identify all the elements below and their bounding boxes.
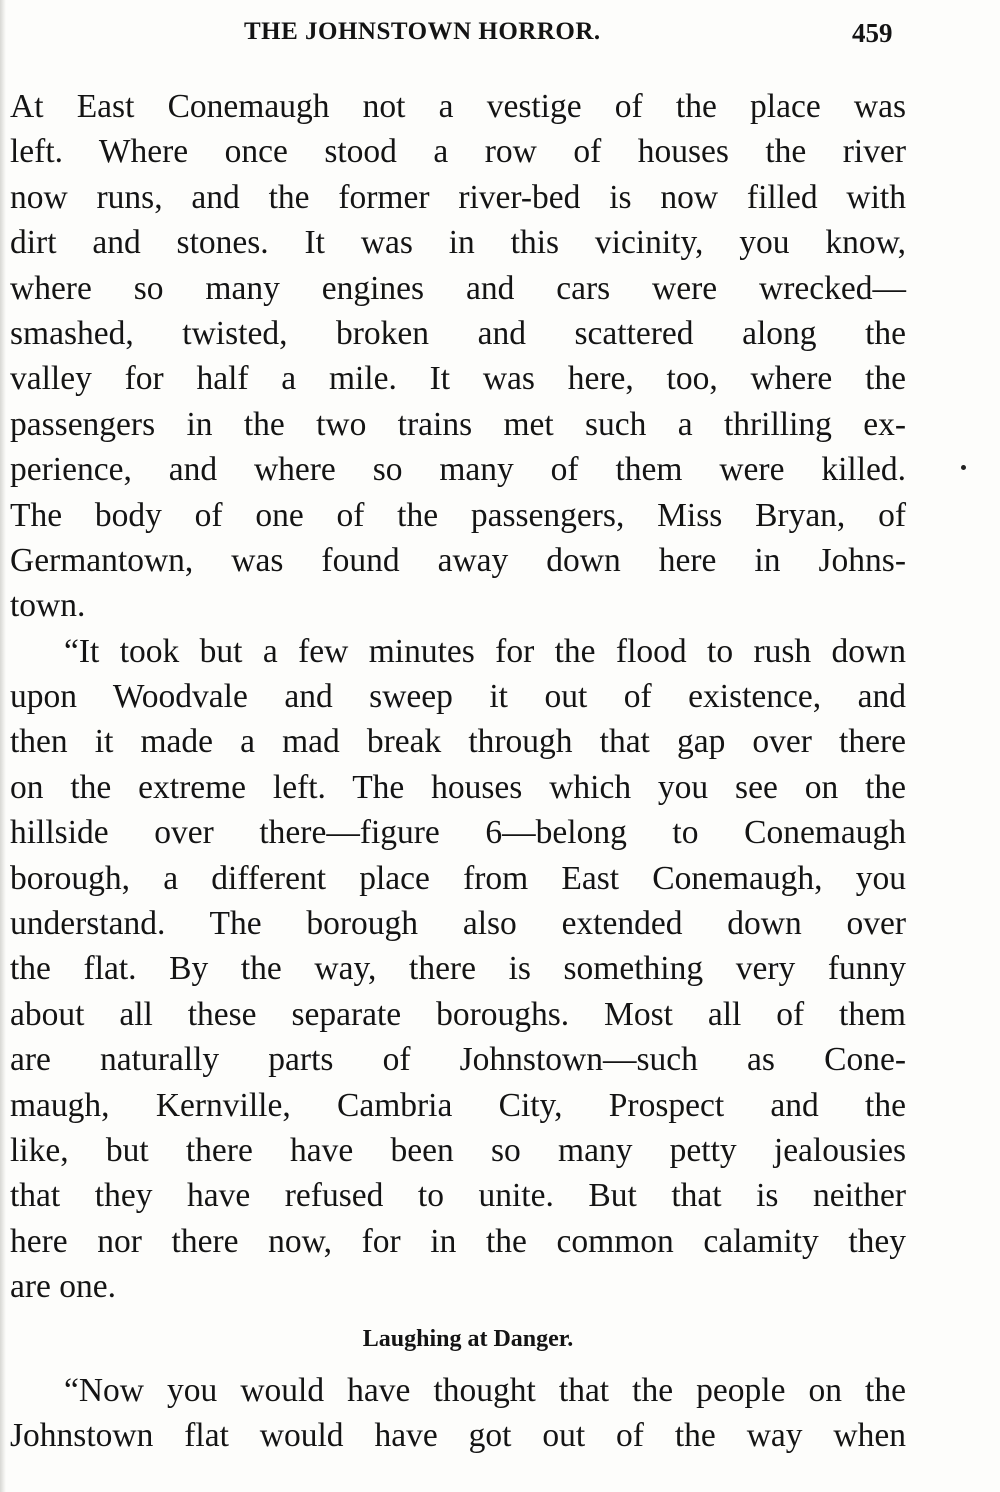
text-line: maugh, Kernville, Cambria City, Prospect and the [10,1086,906,1124]
text-line: are naturally parts of Johnstown—such as Cone- [10,1041,906,1079]
text-line: Johnstown flat would have got out of the way when [10,1416,906,1454]
text-line: “Now you would have thought that the people on the [64,1371,906,1409]
text-line: The body of one of the passengers, Miss Bryan, of [10,496,906,534]
text-line: then it made a mad break through that gap over there [10,723,906,761]
text-line: valley for half a mile. It was here, too, where the [10,360,906,398]
section-subheading: Laughing at Danger. [362,1325,574,1352]
running-header [0,14,1000,54]
text-line: upon Woodvale and sweep it out of existence, and [10,678,906,716]
text-line: here nor there now, for in the common calamity they [10,1222,906,1260]
text-line: now runs, and the former river-bed is now filled with [10,178,906,216]
text-line: understand. The borough also extended down over [10,905,906,943]
text-line: passengers in the two trains met such a thrilling ex- [10,405,906,443]
text-line: hillside over there—figure 6—belong to Conemaugh [10,814,906,852]
text-line: are one. [10,1268,117,1306]
text-line: Germantown, was found away down here in Johns- [10,541,906,579]
text-line: dirt and stones. It was in this vicinity, you know, [10,224,906,262]
text-line: smashed, twisted, broken and scattered along the [10,314,906,352]
text-line: borough, a different place from East Conemaugh, you [10,859,906,897]
text-line: where so many engines and cars were wrecked— [10,269,906,307]
text-line: town. [10,587,86,625]
text-line: left. Where once stood a row of houses the river [10,133,906,171]
page-number: 459 [852,18,893,48]
text-line: “It took but a few minutes for the flood to rush down [64,632,906,670]
text-line: like, but there have been so many petty jealousies [10,1131,906,1169]
text-line: At East Conemaugh not a vestige of the place was [10,88,906,125]
print-speck [961,465,966,470]
text-line: that they have refused to unite. But that is neither [10,1177,906,1215]
running-title: THE JOHNSTOWN HORROR. [244,18,601,45]
page-gutter-edge [0,0,6,1492]
text-line: on the extreme left. The houses which you see on the [10,768,906,806]
text-line: the flat. By the way, there is something very funny [10,950,906,988]
text-line: about all these separate boroughs. Most all of them [10,995,906,1033]
text-line: perience, and where so many of them were killed. [10,451,906,489]
body-text [10,84,906,1458]
